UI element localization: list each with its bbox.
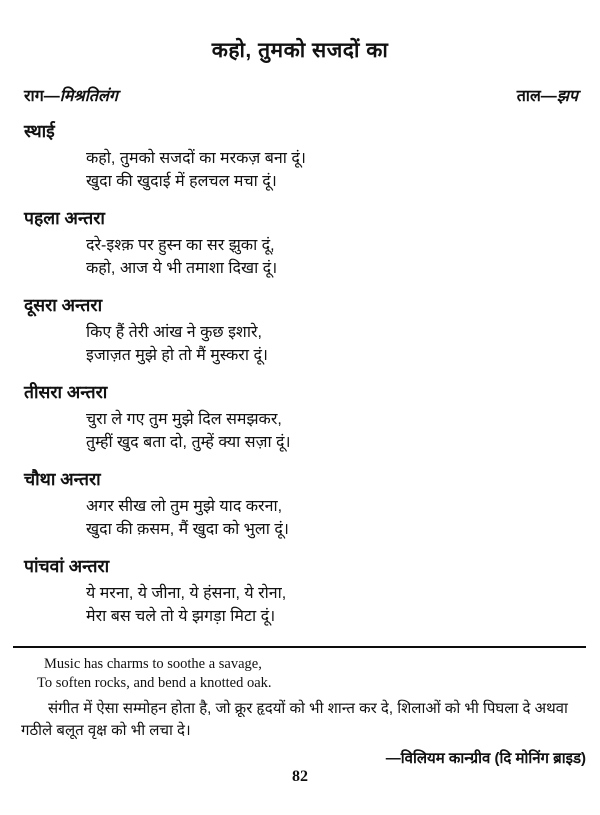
section-antara-5 [24, 554, 578, 628]
verse-line: चुरा ले गए तुम मुझे दिल समझकर, [86, 411, 282, 428]
section-heading: तीसरा अन्तरा [24, 382, 108, 402]
verse-line: खुदा की खुदाई में हलचल मचा दूं। [86, 173, 277, 190]
verse-line: ये मरना, ये जीना, ये हंसना, ये रोना, [86, 585, 287, 602]
section-heading: स्थाई [24, 121, 55, 141]
verse-line: दरे-इश्क़ पर हुस्न का सर झुका दूं, [86, 237, 275, 254]
verse [86, 321, 578, 367]
section-antara-3 [24, 380, 578, 454]
section-sthayi [24, 119, 578, 193]
section-heading: पांचवां अन्तरा [24, 556, 110, 576]
verse-line: इजाज़त मुझे हो तो मैं मुस्करा दूं। [86, 347, 269, 364]
footnote-block [13, 646, 586, 768]
raga [24, 84, 118, 106]
page-number: 82 [292, 768, 308, 785]
verse [86, 408, 578, 454]
tala-value: झप [556, 88, 578, 105]
verse-line: खुदा की क़सम, मैं खुदा को भुला दूं। [86, 521, 289, 538]
verse-line: अगर सीख लो तुम मुझे याद करना, [86, 498, 283, 515]
verse-line: तुम्हीं खुद बता दो, तुम्हें क्या सज़ा दूं। [86, 434, 291, 451]
raga-label: राग— [24, 88, 60, 105]
verse-line: कहो, आज ये भी तमाशा दिखा दूं। [86, 260, 278, 277]
english-quote-line: Music has charms to soothe a savage, [44, 656, 262, 672]
footnote-divider [13, 646, 586, 648]
section-antara-4 [24, 467, 578, 541]
hindi-translation: संगीत में ऐसा सम्मोहन होता है, जो क्रूर हृदयों को भी शान्त कर दे, शिलाओं को भी पिघला दे अथवा गठीले बलूत वृक्ष को भी लचा दे। [21, 700, 568, 739]
verse-line: मेरा बस चले तो ये झगड़ा मिटा दूं। [86, 608, 276, 625]
section-heading: दूसरा अन्तरा [24, 295, 103, 315]
verse [86, 582, 578, 628]
tala [517, 84, 578, 106]
section-antara-2 [24, 293, 578, 367]
raga-tala-row [24, 84, 578, 106]
verse [86, 495, 578, 541]
english-quote [13, 655, 586, 693]
section-heading: पहला अन्तरा [24, 208, 105, 228]
english-quote-line: To soften rocks, and bend a knotted oak. [37, 675, 272, 691]
quote-attribution: —विलियम कान्ग्रीव (दि मोनिंग ब्राइड) [385, 750, 586, 767]
tala-label: ताल— [516, 88, 557, 105]
song-title: कहो, तुमको सजदों का [211, 39, 389, 62]
verse [86, 147, 578, 193]
raga-value: मिश्रतिलंग [59, 88, 118, 105]
lyrics-sections [24, 119, 578, 628]
section-antara-1 [24, 206, 578, 280]
section-heading: चौथा अन्तरा [24, 469, 101, 489]
verse-line: कहो, तुमको सजदों का मरकज़ बना दूं। [86, 150, 306, 167]
verse [86, 234, 578, 280]
verse-line: किए हैं तेरी आंख ने कुछ इशारे, [86, 324, 262, 341]
